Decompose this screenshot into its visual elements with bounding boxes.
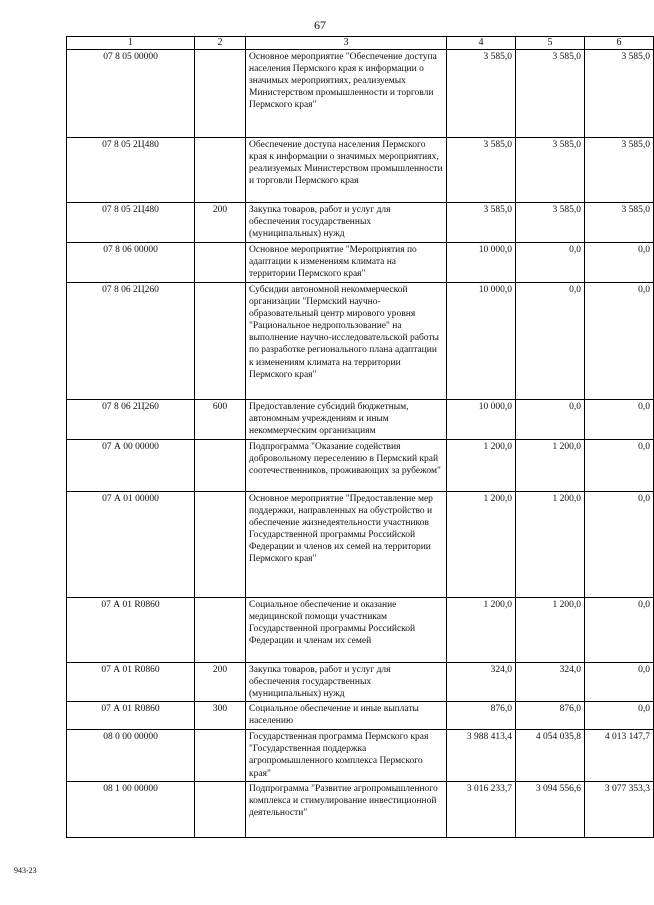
cell-code: 07 8 05 2Ц480 (67, 203, 195, 243)
cell-value-3: 0,0 (585, 283, 654, 400)
table-row (67, 283, 654, 400)
table-row (67, 492, 654, 598)
cell-value-1: 3 988 413,4 (447, 730, 516, 782)
cell-value-2: 3 585,0 (516, 50, 585, 138)
document-code: 943-23 (14, 866, 37, 875)
cell-name: Обеспечение доступа населения Пермского края к информации о значимых мероприятиях, реализуемых Министерством промышленности и торговли Пермского края (246, 138, 447, 203)
cell-value-3: 3 585,0 (585, 203, 654, 243)
cell-value-1: 3 585,0 (447, 203, 516, 243)
cell-value-1: 1 200,0 (447, 492, 516, 598)
budget-table (66, 36, 654, 838)
cell-value-1: 10 000,0 (447, 243, 516, 283)
cell-value-2: 1 200,0 (516, 440, 585, 492)
header-col-5: 5 (516, 37, 585, 50)
cell-value-2: 876,0 (516, 702, 585, 730)
cell-name: Государственная программа Пермского края "Государственная поддержка агропромышленного комплекса Пермского края" (246, 730, 447, 782)
table-header-row (67, 37, 654, 50)
cell-vr (195, 492, 246, 598)
table-row (67, 50, 654, 138)
table-row (67, 243, 654, 283)
cell-vr: 300 (195, 702, 246, 730)
cell-code: 08 0 00 00000 (67, 730, 195, 782)
cell-code: 07 А 00 00000 (67, 440, 195, 492)
cell-code: 07 8 06 00000 (67, 243, 195, 283)
table-row (67, 598, 654, 663)
cell-value-3: 0,0 (585, 492, 654, 598)
cell-value-3: 3 585,0 (585, 50, 654, 138)
cell-vr: 200 (195, 663, 246, 702)
cell-value-1: 1 200,0 (447, 440, 516, 492)
cell-value-3: 4 013 147,7 (585, 730, 654, 782)
cell-value-1: 3 016 233,7 (447, 782, 516, 838)
cell-value-3: 0,0 (585, 400, 654, 440)
cell-name: Закупка товаров, работ и услуг для обеспечения государственных (муниципальных) нужд (246, 663, 447, 702)
cell-code: 08 1 00 00000 (67, 782, 195, 838)
cell-vr (195, 598, 246, 663)
header-col-6: 6 (585, 37, 654, 50)
cell-name: Основное мероприятие "Мероприятия по адаптации к изменениям климата на территории Пермского края" (246, 243, 447, 283)
cell-value-1: 3 585,0 (447, 138, 516, 203)
cell-value-1: 3 585,0 (447, 50, 516, 138)
cell-value-2: 3 094 556,6 (516, 782, 585, 838)
cell-name: Предоставление субсидий бюджетным, автономным учреждениям и иным некоммерческим организациям (246, 400, 447, 440)
cell-value-2: 0,0 (516, 243, 585, 283)
cell-name: Подпрограмма "Развитие агропромышленного комплекса и стимулирование инвестиционной деятельности" (246, 782, 447, 838)
cell-code: 07 8 06 2Ц260 (67, 400, 195, 440)
cell-value-3: 0,0 (585, 663, 654, 702)
table-row (67, 138, 654, 203)
cell-vr (195, 138, 246, 203)
table-row (67, 730, 654, 782)
cell-value-1: 324,0 (447, 663, 516, 702)
cell-value-2: 3 585,0 (516, 203, 585, 243)
cell-name: Подпрограмма "Оказание содействия добровольному переселению в Пермский край соотечественников, проживающих за рубежом" (246, 440, 447, 492)
header-col-2: 2 (195, 37, 246, 50)
cell-value-3: 0,0 (585, 440, 654, 492)
table-row (67, 400, 654, 440)
cell-name: Основное мероприятие "Обеспечение доступа населения Пермского края к информации о значимых мероприятиях, реализуемых Министерством промышленности и торговли Пермского края" (246, 50, 447, 138)
cell-code: 07 А 01 R0860 (67, 663, 195, 702)
cell-value-2: 3 585,0 (516, 138, 585, 203)
cell-value-2: 324,0 (516, 663, 585, 702)
header-col-4: 4 (447, 37, 516, 50)
cell-name: Основное мероприятие "Предоставление мер поддержки, направленных на обустройство и обеспечение жизнедеятельности участников Государственной программы Российской Федерации и членов их семей на территории Пермского края" (246, 492, 447, 598)
cell-vr (195, 50, 246, 138)
table-row (67, 440, 654, 492)
cell-vr (195, 243, 246, 283)
cell-name: Социальное обеспечение и иные выплаты населению (246, 702, 447, 730)
cell-vr: 200 (195, 203, 246, 243)
cell-code: 07 8 05 00000 (67, 50, 195, 138)
cell-value-2: 1 200,0 (516, 492, 585, 598)
cell-value-1: 10 000,0 (447, 400, 516, 440)
cell-name: Социальное обеспечение и оказание медицинской помощи участникам Государственной программы Российской Федерации и членам их семей (246, 598, 447, 663)
cell-code: 07 А 01 R0860 (67, 702, 195, 730)
header-col-3: 3 (246, 37, 447, 50)
table-row (67, 663, 654, 702)
cell-code: 07 8 05 2Ц480 (67, 138, 195, 203)
cell-value-2: 0,0 (516, 400, 585, 440)
cell-vr: 600 (195, 400, 246, 440)
cell-value-2: 0,0 (516, 283, 585, 400)
cell-code: 07 А 01 R0860 (67, 598, 195, 663)
cell-code: 07 8 06 2Ц260 (67, 283, 195, 400)
cell-value-3: 0,0 (585, 702, 654, 730)
cell-value-2: 4 054 035,8 (516, 730, 585, 782)
cell-value-3: 0,0 (585, 598, 654, 663)
table-row (67, 702, 654, 730)
cell-value-1: 10 000,0 (447, 283, 516, 400)
cell-vr (195, 440, 246, 492)
header-col-1: 1 (67, 37, 195, 50)
cell-value-3: 3 585,0 (585, 138, 654, 203)
cell-name: Субсидии автономной некоммерческой организации "Пермский научно-образовательный центр мирового уровня "Рациональное недропользование" на выполнение научно-исследовательской работы по разработке регионального плана адаптации к изменениям климата на территории Пермского края" (246, 283, 447, 400)
cell-value-1: 1 200,0 (447, 598, 516, 663)
cell-vr (195, 730, 246, 782)
page-number: 67 (314, 18, 326, 32)
cell-name: Закупка товаров, работ и услуг для обеспечения государственных (муниципальных) нужд (246, 203, 447, 243)
cell-vr (195, 283, 246, 400)
cell-code: 07 А 01 00000 (67, 492, 195, 598)
cell-value-3: 3 077 353,3 (585, 782, 654, 838)
table-row (67, 203, 654, 243)
cell-value-3: 0,0 (585, 243, 654, 283)
table-row (67, 782, 654, 838)
cell-value-1: 876,0 (447, 702, 516, 730)
cell-value-2: 1 200,0 (516, 598, 585, 663)
cell-vr (195, 782, 246, 838)
